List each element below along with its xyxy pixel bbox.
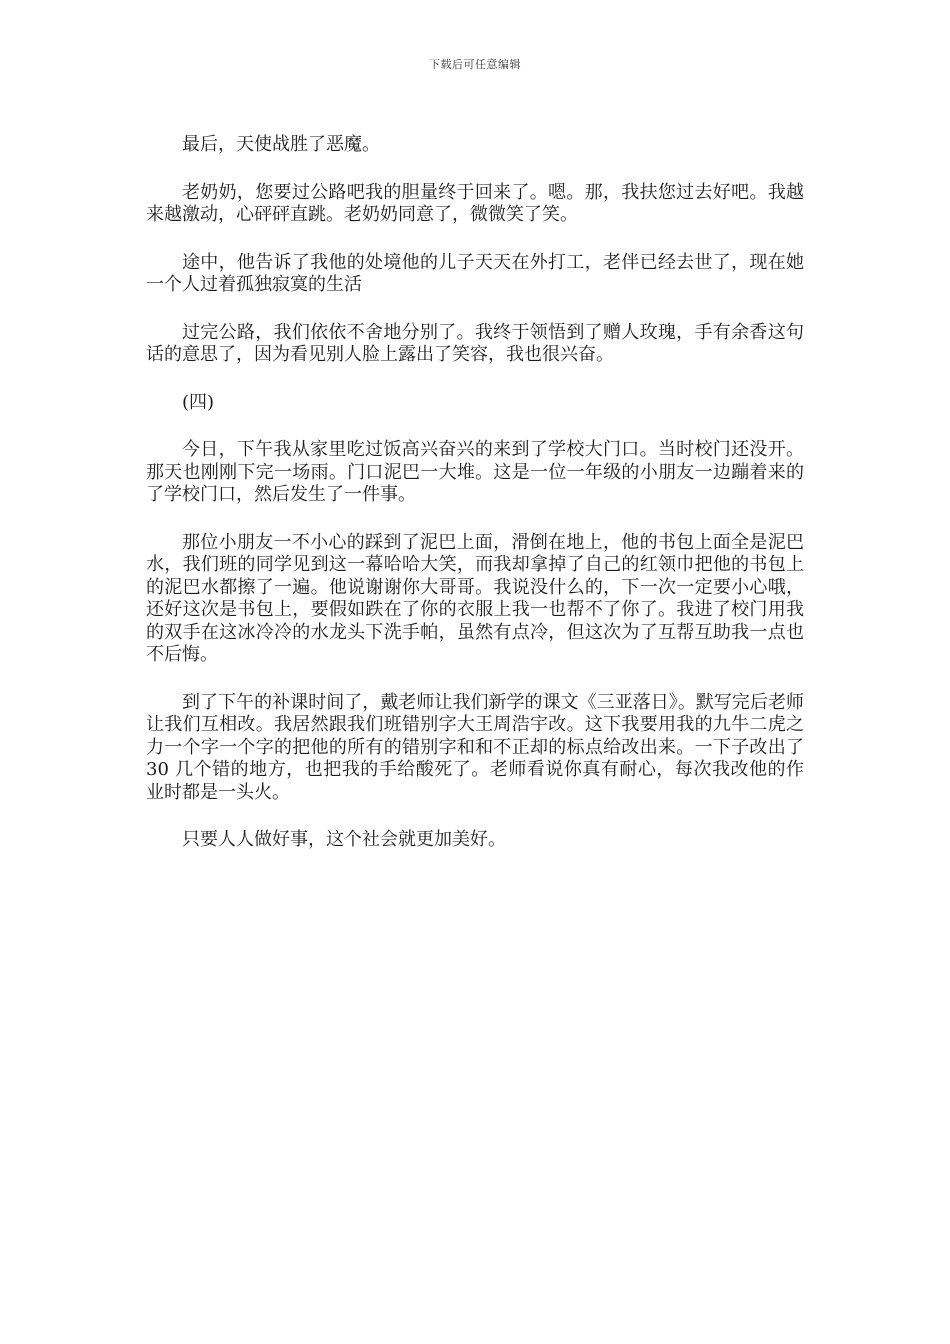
paragraph-5: 今日，下午我从家里吃过饭高兴奋兴的来到了学校大门口。当时校门还没开。那天也刚刚下完一场雨。门口泥巴一大堆。这是一位一年级的小朋友一边蹦着来的了学校门口，然后发生了一件事。 — [146, 439, 804, 505]
paragraph-3: 途中，他告诉了我他的处境他的儿子天天在外打工，老伴已经去世了，现在她一个人过着孤独寂寞的生活 — [146, 251, 804, 295]
paragraph-4: 过完公路，我们依依不舍地分别了。我终于领悟到了赠人玫瑰，手有余香这句话的意思了，因为看见别人脸上露出了笑容，我也很兴奋。 — [146, 321, 804, 365]
page-header: 下载后可任意编辑 — [429, 58, 521, 71]
document-body — [146, 134, 804, 877]
paragraph-8: 只要人人做好事，这个社会就更加美好。 — [182, 829, 506, 850]
section-heading: (四) — [182, 391, 215, 413]
paragraph-7: 到了下午的补课时间了，戴老师让我们新学的课文《三亚落日》。默写完后老师让我们互相改。我居然跟我们班错别字大王周浩宇改。这下我要用我的九牛二虎之力一个字一个字的把他的所有的错别字和和不正却的标点给改出来。一下子改出了 30 几个错的地方，也把我的手给酸死了。老师看说你真有耐心，每次我改他的作业时都是一头火。 — [146, 691, 804, 803]
paragraph-2: 老奶奶，您要过公路吧我的胆量终于回来了。嗯。那，我扶您过去好吧。我越来越激动，心砰砰直跳。老奶奶同意了，微微笑了笑。 — [146, 181, 804, 225]
paragraph-6: 那位小朋友一不小心的踩到了泥巴上面，滑倒在地上，他的书包上面全是泥巴水，我们班的同学见到这一幕哈哈大笑，而我却拿掉了自己的红领巾把他的书包上的泥巴水都擦了一遍。他说谢谢你大哥哥。我说没什么的，下一次一定要小心哦，还好这次是书包上，要假如跌在了你的衣服上我一也帮不了你了。我进了校门用我的双手在这冰冷冷的水龙头下洗手帕，虽然有点冷，但这次为了互帮互助我一点也不后悔。 — [146, 531, 804, 665]
paragraph-1: 最后，天使战胜了恶魔。 — [182, 134, 380, 155]
